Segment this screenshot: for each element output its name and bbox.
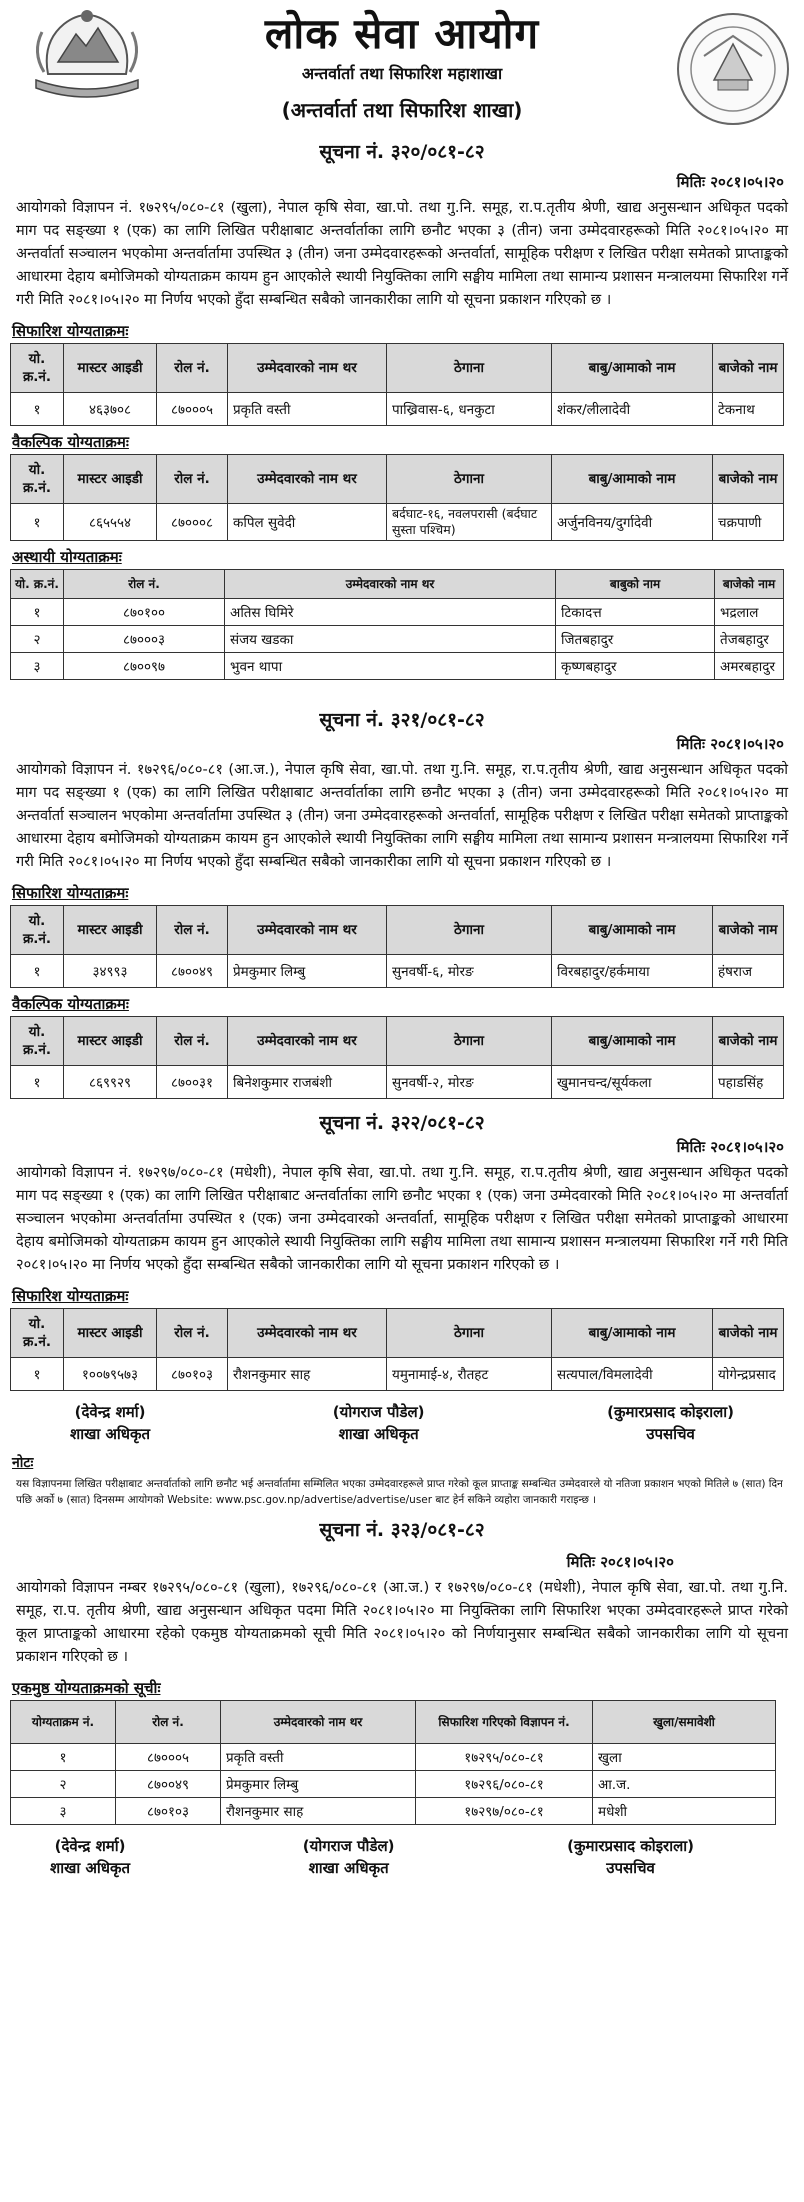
cell-grandfather: भद्रलाल	[715, 599, 784, 626]
col-sn: यो. क्र.नं.	[11, 1017, 64, 1066]
col-sn: यो. क्र.नं.	[11, 906, 64, 955]
col-sn: यो. क्र.नं.	[11, 1309, 64, 1358]
col-address: ठेगाना	[387, 344, 552, 393]
cell-roll: ८७०१००	[64, 599, 225, 626]
table-row	[11, 504, 784, 541]
col-parents: बाबु/आमाको नाम	[552, 1309, 713, 1358]
col-grandfather: बाजेको नाम	[713, 906, 784, 955]
cell-master-id: १००७९५७३	[64, 1358, 157, 1391]
cell-name: प्रकृति वस्ती	[228, 393, 387, 426]
cell-master-id: ४६३७०८	[64, 393, 157, 426]
col-grandfather: बाजेको नाम	[713, 1309, 784, 1358]
col-roll: रोल नं.	[64, 570, 225, 599]
col-merit-no: योग्यताक्रम नं.	[11, 1701, 116, 1744]
alternate-heading: वैकल्पिक योग्यताक्रमः	[12, 433, 129, 451]
cell-parents: सत्यपाल/विमलादेवी	[552, 1358, 713, 1391]
cell-name: रौशनकुमार साह	[221, 1798, 416, 1825]
cell-category: मधेशी	[593, 1798, 776, 1825]
signatory-title: शाखा अधिकृत	[70, 1425, 151, 1443]
cell-sn: १	[11, 1066, 64, 1099]
signatory-name: (योगराज पौडेल)	[302, 1837, 395, 1855]
col-name: उम्मेदवारको नाम थर	[225, 570, 556, 599]
table-row	[11, 1744, 776, 1771]
alternate-table	[10, 1016, 784, 1099]
col-master-id: मास्टर आइडी	[64, 344, 157, 393]
col-roll: रोल नं.	[157, 1309, 228, 1358]
col-address: ठेगाना	[387, 906, 552, 955]
section-name: (अन्तर्वार्ता तथा सिफारिश शाखा)	[281, 98, 523, 122]
notice-body: आयोगको विज्ञापन नं. १७२९५/०८०-८१ (खुला), नेपाल कृषि सेवा, खा.पो. तथा गु.नि. समूह, रा.प.तृतीय श्रेणी, खाद्य अनुसन्धान अधिकृत पदको माग पद सङ्ख्या १ (एक) का लागि लिखित परीक्षाबाट अन्तर्वार्ताका लागि छनौट भएका ३ (तीन) जना उम्मेदवारहरूको मिति २०८१।०५।२० मा अन्तर्वार्ता सञ्चालन भएकोमा अन्तर्वार्तामा उपस्थित ३ (तीन) जना उम्मेदवारहरूको अन्तर्वार्ता, सामूहिक परीक्षण र लिखित परीक्षा समेतको प्राप्ताङ्कको आधारमा देहाय बमोजिमको योग्यताक्रम कायम हुन आएकोले स्थायी नियुक्तिका लागि सङ्घीय मामिला तथा सामान्य प्रशासन मन्त्रालयमा सिफारिश गर्ने गरी मिति २०८१।०५।२० मा निर्णय भएको हुँदा सम्बन्धित सबैको जानकारीका लागि यो सूचना प्रकाशन गरिएको छ ।	[16, 199, 789, 308]
signature	[70, 1401, 150, 1445]
notice-number: सूचना नं. ३२२/०८१-८२	[319, 1112, 485, 1134]
cell-grandfather: तेजबहादुर	[715, 626, 784, 653]
recommended-table	[10, 343, 784, 426]
cell-roll: ८७०००५	[116, 1744, 221, 1771]
signatory-name: (देवेन्द्र शर्मा)	[74, 1403, 146, 1421]
cell-category: खुला	[593, 1744, 776, 1771]
col-master-id: मास्टर आइडी	[64, 455, 157, 504]
cell-sn: ३	[11, 653, 64, 680]
cell-merit-no: ३	[11, 1798, 116, 1825]
cell-sn: १	[11, 955, 64, 988]
cell-address: बर्दघाट-१६, नवलपरासी (बर्दघाट सुस्ता पश्चिम)	[387, 504, 552, 541]
signatory-title: उपसचिव	[606, 1859, 655, 1877]
signature	[607, 1401, 734, 1445]
cell-father: टिकादत्त	[556, 599, 715, 626]
table-row	[11, 626, 784, 653]
cell-merit-no: १	[11, 1744, 116, 1771]
col-roll: रोल नं.	[157, 455, 228, 504]
col-roll: रोल नं.	[157, 344, 228, 393]
header	[0, 0, 804, 170]
cell-name: भुवन थापा	[225, 653, 556, 680]
signatory-title: शाखा अधिकृत	[50, 1859, 131, 1877]
cell-parents: खुमानचन्द/सूर्यकला	[552, 1066, 713, 1099]
signature-block	[0, 1835, 804, 1879]
cell-address: सुनवर्षी-२, मोरङ	[387, 1066, 552, 1099]
cell-roll: ८७०००८	[157, 504, 228, 541]
notice-number: सूचना नं. ३२१/०८१-८२	[319, 709, 485, 731]
table-row	[11, 1358, 784, 1391]
temporary-table	[10, 569, 784, 680]
cell-parents: विरबहादुर/हर्कमाया	[552, 955, 713, 988]
col-roll: रोल नं.	[116, 1701, 221, 1744]
cell-roll: ८७०००५	[157, 393, 228, 426]
cell-master-id: ३४९९३	[64, 955, 157, 988]
cell-address: सुनवर्षी-६, मोरङ	[387, 955, 552, 988]
cell-father: जितबहादुर	[556, 626, 715, 653]
cell-grandfather: चक्रपाणी	[713, 504, 784, 541]
col-address: ठेगाना	[387, 1309, 552, 1358]
col-sn: यो. क्र.नं.	[11, 455, 64, 504]
signature-block	[0, 1401, 804, 1445]
table-row	[11, 599, 784, 626]
recommended-table	[10, 1308, 784, 1391]
col-rec-adv: सिफारिश गरिएको विज्ञापन नं.	[416, 1701, 593, 1744]
signature	[50, 1835, 130, 1879]
table-row	[11, 1066, 784, 1099]
cell-name: बिनेशकुमार राजबंशी	[228, 1066, 387, 1099]
col-sn: यो. क्र.नं.	[11, 344, 64, 393]
cell-name: रौशनकुमार साह	[228, 1358, 387, 1391]
cell-address: यमुनामाई-४, रौतहट	[387, 1358, 552, 1391]
cell-sn: १	[11, 599, 64, 626]
notice-date: मितिः २०८१।०५।२०	[676, 173, 784, 191]
col-master-id: मास्टर आइडी	[64, 1309, 157, 1358]
cell-roll: ८७००४९	[116, 1771, 221, 1798]
col-address: ठेगाना	[387, 455, 552, 504]
note-text: यस विज्ञापनमा लिखित परीक्षाबाट अन्तर्वार्ताको लागि छनौट भई अन्तर्वार्तामा सम्मिलित भएका उम्मेदवारहरूले प्राप्त गरेको कूल प्राप्ताङ्क सम्बन्धित उम्मेदवारले यो नतिजा प्रकाशन भएको मितिले ७ (सात) दिन पछि अर्को ७ (सात) दिनसम्म आयोगको Website: www.psc.gov.np/advertise/advertise/user बाट हेर्न सकिने व्यहोरा जानकारी गराइन्छ ।	[16, 1478, 783, 1506]
cell-parents: शंकर/लीलादेवी	[552, 393, 713, 426]
col-name: उम्मेदवारको नाम थर	[221, 1701, 416, 1744]
cell-name: कपिल सुवेदी	[228, 504, 387, 541]
cell-roll: ८७००४९	[157, 955, 228, 988]
cell-roll: ८७०१०३	[157, 1358, 228, 1391]
col-parents: बाबु/आमाको नाम	[552, 906, 713, 955]
col-grandfather: बाजेको नाम	[713, 1017, 784, 1066]
col-sn: यो. क्र.नं.	[11, 570, 64, 599]
merit-list-heading: एकमुष्ठ योग्यताक्रमको सूचीः	[12, 1679, 161, 1697]
recommended-heading: सिफारिश योग्यताक्रमः	[12, 884, 129, 902]
notice-date: मितिः २०८१।०५।२०	[676, 735, 784, 753]
alternate-heading: वैकल्पिक योग्यताक्रमः	[12, 995, 129, 1013]
cell-name: संजय खडका	[225, 626, 556, 653]
notice-number: सूचना नं. ३२३/०८१-८२	[319, 1519, 485, 1541]
recommended-heading: सिफारिश योग्यताक्रमः	[12, 1287, 129, 1305]
signatory-title: शाखा अधिकृत	[308, 1859, 389, 1877]
signature	[303, 1835, 395, 1879]
col-master-id: मास्टर आइडी	[64, 1017, 157, 1066]
recommended-heading: सिफारिश योग्यताक्रमः	[12, 322, 129, 340]
col-category: खुला/समावेशी	[593, 1701, 776, 1744]
notice-number: सूचना नं. ३२०/०८१-८२	[319, 141, 485, 163]
cell-address: पाख्रिवास-६, धनकुटा	[387, 393, 552, 426]
signatory-title: उपसचिव	[646, 1425, 695, 1443]
table-row	[11, 393, 784, 426]
col-father: बाबुको नाम	[556, 570, 715, 599]
cell-rec-adv: १७२९७/०८०-८१	[416, 1798, 593, 1825]
cell-sn: २	[11, 626, 64, 653]
cell-name: प्रकृति वस्ती	[221, 1744, 416, 1771]
signatory-title: शाखा अधिकृत	[338, 1425, 419, 1443]
cell-master-id: ८६९९२९	[64, 1066, 157, 1099]
cell-grandfather: अमरबहादुर	[715, 653, 784, 680]
cell-rec-adv: १७२९६/०८०-८१	[416, 1771, 593, 1798]
col-parents: बाबु/आमाको नाम	[552, 344, 713, 393]
signature	[333, 1401, 425, 1445]
cell-merit-no: २	[11, 1771, 116, 1798]
cell-roll: ८७०१०३	[116, 1798, 221, 1825]
notice-date: मितिः २०८१।०५।२०	[566, 1553, 674, 1571]
cell-roll: ८७००३१	[157, 1066, 228, 1099]
table-row	[11, 1798, 776, 1825]
signatory-name: (देवेन्द्र शर्मा)	[54, 1837, 126, 1855]
col-name: उम्मेदवारको नाम थर	[228, 455, 387, 504]
cell-roll: ८७००९७	[64, 653, 225, 680]
cell-parents: अर्जुनविनय/दुर्गादेवी	[552, 504, 713, 541]
col-grandfather: बाजेको नाम	[713, 455, 784, 504]
col-name: उम्मेदवारको नाम थर	[228, 906, 387, 955]
cell-name: अतिस घिमिरे	[225, 599, 556, 626]
signatory-name: (कुमारप्रसाद कोइराला)	[607, 1403, 734, 1421]
cell-master-id: ८६५५५४	[64, 504, 157, 541]
notice-body: आयोगको विज्ञापन नं. १७२९७/०८०-८१ (मधेशी), नेपाल कृषि सेवा, खा.पो. तथा गु.नि. समूह, रा.प.तृतीय श्रेणी, खाद्य अनुसन्धान अधिकृत पदको माग पद सङ्ख्या १ (एक) का लागि लिखित परीक्षाबाट अन्तर्वार्ताका लागि छनौट भएका १ (एक) जना उम्मेदवारको मिति २०८१।०५।२० मा अन्तर्वार्ता सञ्चालन भएकोमा अन्तर्वार्तामा उपस्थित १ (एक) जना उम्मेदवारको अन्तर्वार्ता, सामूहिक परीक्षण र लिखित परीक्षा समेतको प्राप्ताङ्कको आधारमा देहाय बमोजिमको योग्यताक्रम कायम हुन आएकोले स्थायी नियुक्तिका लागि सङ्घीय मामिला तथा सामान्य प्रशासन मन्त्रालयमा सिफारिश गर्ने गरी मिति २०८१।०५।२० मा निर्णय भएको हुँदा सम्बन्धित सबैको जानकारीका लागि यो सूचना प्रकाशन गरिएको छ ।	[16, 1164, 788, 1273]
cell-name: प्रेमकुमार लिम्बु	[221, 1771, 416, 1798]
signatory-name: (योगराज पौडेल)	[332, 1403, 425, 1421]
col-parents: बाबु/आमाको नाम	[552, 1017, 713, 1066]
col-name: उम्मेदवारको नाम थर	[228, 1017, 387, 1066]
cell-sn: १	[11, 1358, 64, 1391]
cell-roll: ८७०००३	[64, 626, 225, 653]
cell-sn: १	[11, 393, 64, 426]
cell-category: आ.ज.	[593, 1771, 776, 1798]
note-heading: नोटः	[12, 1455, 34, 1471]
col-name: उम्मेदवारको नाम थर	[228, 1309, 387, 1358]
col-roll: रोल नं.	[157, 1017, 228, 1066]
notice-body: आयोगको विज्ञापन नम्बर १७२९५/०८०-८१ (खुला), १७२९६/०८०-८१ (आ.ज.) र १७२९७/०८०-८१ (मधेशी), नेपाल कृषि सेवा, खा.पो. तथा गु.नि. समूह, रा.प. तृतीय श्रेणी, खाद्य अनुसन्धान अधिकृत पदमा मिति २०८१।०५।२० मा नियुक्तिका लागि सिफारिश भएका उम्मेदवारहरूले प्राप्त गरेको कूल प्राप्ताङ्कको आधारमा रहेको एकमुष्ठ योग्यताक्रमको सूची मिति २०८१।०५।२० को निर्णयानुसार सम्बन्धित सबैको जानकारीका लागि यो सूचना प्रकाशन गरिएको छ ।	[16, 1579, 788, 1665]
alternate-table	[10, 454, 784, 541]
merit-list-table	[10, 1700, 776, 1825]
cell-name: प्रेमकुमार लिम्बु	[228, 955, 387, 988]
col-master-id: मास्टर आइडी	[64, 906, 157, 955]
col-grandfather: बाजेको नाम	[713, 344, 784, 393]
cell-grandfather: पहाडसिंह	[713, 1066, 784, 1099]
col-parents: बाबु/आमाको नाम	[552, 455, 713, 504]
signature	[567, 1835, 694, 1879]
col-grandfather: बाजेको नाम	[715, 570, 784, 599]
notice-body: आयोगको विज्ञापन नं. १७२९६/०८०-८१ (आ.ज.), नेपाल कृषि सेवा, खा.पो. तथा गु.नि. समूह, रा.प.तृतीय श्रेणी, खाद्य अनुसन्धान अधिकृत पदको माग पद सङ्ख्या १ (एक) का लागि लिखित परीक्षाबाट अन्तर्वार्ताका लागि छनौट भएका ३ (तीन) जना उम्मेदवारहरूको मिति २०८१।०५।२० मा अन्तर्वार्ता सञ्चालन भएकोमा अन्तर्वार्तामा उपस्थित ३ (तीन) जना उम्मेदवारहरूको अन्तर्वार्ता, सामूहिक परीक्षण र लिखित परीक्षा समेतको प्राप्ताङ्कको आधारमा देहाय बमोजिमको योग्यताक्रम कायम हुन आएकोले स्थायी नियुक्तिका लागि सङ्घीय मामिला तथा सामान्य प्रशासन मन्त्रालयमा सिफारिश गर्ने गरी मिति २०८१।०५।२० मा निर्णय भएको हुँदा सम्बन्धित सबैको जानकारीका लागि यो सूचना प्रकाशन गरिएको छ ।	[16, 761, 789, 870]
cell-rec-adv: १७२९५/०८०-८१	[416, 1744, 593, 1771]
cell-grandfather: टेकनाथ	[713, 393, 784, 426]
col-name: उम्मेदवारको नाम थर	[228, 344, 387, 393]
cell-father: कृष्णबहादुर	[556, 653, 715, 680]
recommended-table	[10, 905, 784, 988]
col-roll: रोल नं.	[157, 906, 228, 955]
cell-grandfather: हंषराज	[713, 955, 784, 988]
notice-date: मितिः २०८१।०५।२०	[676, 1138, 784, 1156]
cell-sn: १	[11, 504, 64, 541]
table-row	[11, 653, 784, 680]
col-address: ठेगाना	[387, 1017, 552, 1066]
table-row	[11, 955, 784, 988]
table-row	[11, 1771, 776, 1798]
page-title: लोक सेवा आयोग	[264, 9, 540, 58]
temporary-heading: अस्थायी योग्यताक्रमः	[12, 548, 122, 566]
division-name: अन्तर्वार्ता तथा सिफारिश महाशाखा	[301, 64, 503, 83]
signatory-name: (कुमारप्रसाद कोइराला)	[567, 1837, 694, 1855]
psc-seal-icon	[674, 10, 792, 128]
cell-grandfather: योगेन्द्रप्रसाद	[713, 1358, 784, 1391]
